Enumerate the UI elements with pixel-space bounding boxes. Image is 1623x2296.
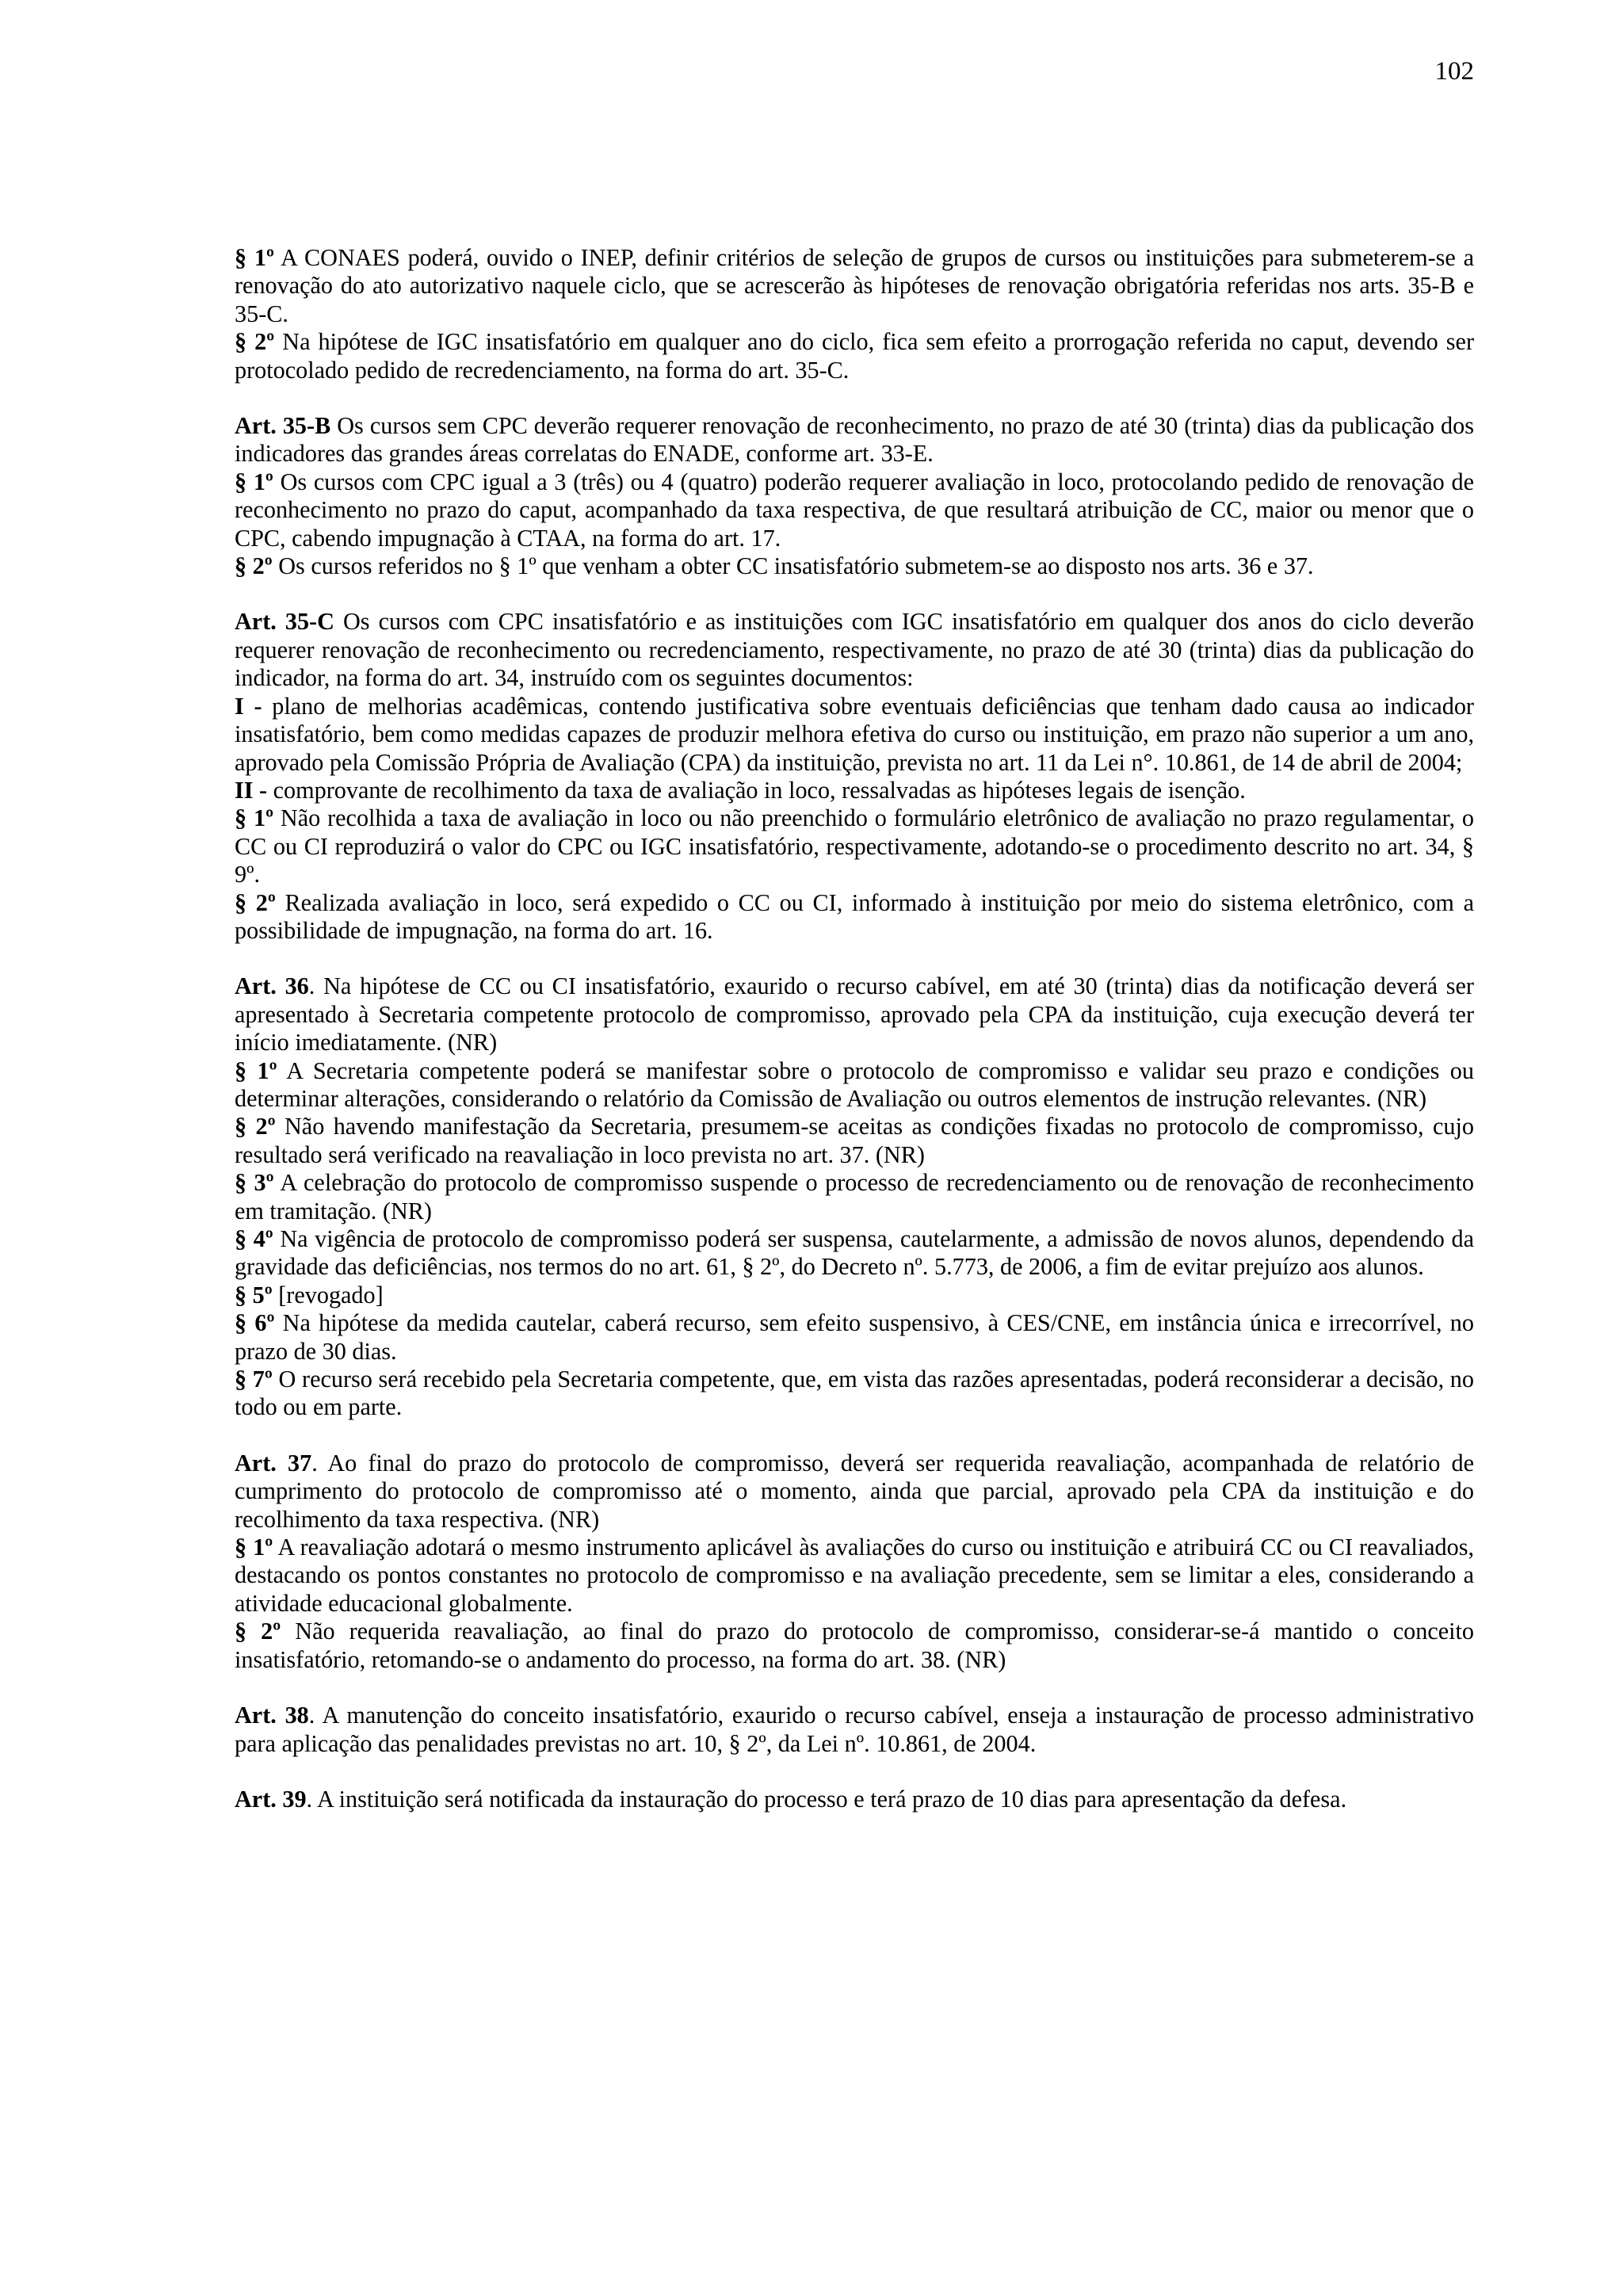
legal-paragraph: [235, 1113, 1474, 1169]
legal-paragraph: [235, 777, 1474, 804]
paragraph-text: A Secretaria competente poderá se manifestar sobre o protocolo de compromisso e validar seu prazo e condições ou determinar alterações, considerando o relatório da Comissão de Avaliação ou outros elementos de instrução relevantes. (NR): [235, 1056, 1474, 1112]
legal-paragraph: [235, 972, 1474, 1056]
paragraph-text: Os cursos referidos no § 1º que venham a obter CC insatisfatório submetem-se ao disposto nos arts. 36 e 37.: [272, 552, 1314, 580]
paragraph-label: Art. 35-C: [235, 608, 334, 636]
legal-paragraph: [235, 1169, 1474, 1225]
legal-paragraph: [235, 804, 1474, 888]
paragraph-label: § 3º: [235, 1169, 274, 1197]
paragraph-text: plano de melhorias acadêmicas, contendo justificativa sobre eventuais deficiências que tenham dado causa ao indicador insatisfatório, bem como medidas capazes de produzir melhora efetiva do curso ou instituição, em prazo não superior a um ano, aprovado pela Comissão Própria de Avaliação (CPA) da instituição, prevista no art. 11 da Lei n°. 10.861, de 14 de abril de 2004;: [235, 692, 1474, 776]
paragraph-label: § 2º: [235, 1618, 281, 1645]
paragraph-text: Na vigência de protocolo de compromisso poderá ser suspensa, cautelarmente, a admissão de novos alunos, dependendo da gravidade das deficiências, nos termos do no art. 61, § 2º, do Decreto nº. 5.773, de 2006, a fim de evitar prejuízo aos alunos.: [235, 1225, 1474, 1281]
paragraph-spacer: [235, 580, 1474, 608]
paragraph-text: Não havendo manifestação da Secretaria, presumem-se aceitas as condições fixadas no protocolo de compromisso, cujo resultado será verificado na reavaliação in loco prevista no art. 37. (NR): [235, 1113, 1474, 1168]
paragraph-label: Art. 37: [235, 1449, 312, 1477]
paragraph-label: II -: [235, 776, 268, 804]
legal-paragraph: [235, 1450, 1474, 1534]
paragraph-text: Não requerida reavaliação, ao final do prazo do protocolo de compromisso, considerar-se-á mantido o conceito insatisfatório, retomando-se o andamento do processo, na forma do art. 38. (NR): [235, 1618, 1474, 1673]
page-number: 102: [1434, 57, 1474, 86]
paragraph-text: O recurso será recebido pela Secretaria competente, que, em vista das razões apresentadas, poderá reconsiderar a decisão, no todo ou em parte.: [235, 1366, 1474, 1421]
paragraph-text: Na hipótese da medida cautelar, caberá recurso, sem efeito suspensivo, à CES/CNE, em instância única e irrecorrível, no prazo de 30 dias.: [235, 1309, 1474, 1365]
legal-paragraph: [235, 244, 1474, 328]
paragraph-label: § 5º: [235, 1281, 273, 1308]
legal-paragraph: [235, 693, 1474, 777]
paragraph-label: § 6º: [235, 1309, 275, 1337]
legal-paragraph: [235, 889, 1474, 946]
paragraph-text: Na hipótese de IGC insatisfatório em qualquer ano do ciclo, fica sem efeito a prorrogação referida no caput, devendo ser protocolado pedido de recredenciamento, na forma do art. 35-C.: [235, 328, 1474, 384]
paragraph-label: § 1º: [235, 1534, 273, 1561]
legal-paragraph: [235, 328, 1474, 384]
legal-paragraph: [235, 1282, 1474, 1309]
paragraph-label: § 1º: [235, 1056, 277, 1084]
paragraph-text: . Na hipótese de CC ou CI insatisfatório, exaurido o recurso cabível, em até 30 (trinta) dias da notificação deverá ser apresentado à Secretaria competente protocolo de compromisso, aprovado pela CPA da instituição, cuja execução deverá ter início imediatamente. (NR): [235, 972, 1474, 1056]
paragraph-label: Art. 39: [235, 1785, 307, 1813]
paragraph-label: § 2º: [235, 328, 275, 356]
paragraph-label: § 2º: [235, 552, 273, 580]
paragraph-text: Os cursos com CPC insatisfatório e as instituições com IGC insatisfatório em qualquer dos anos do ciclo deverão requerer renovação de reconhecimento ou recredenciamento, respectivamente, no prazo de até 30 (trinta) dias da publicação do indicador, na forma do art. 34, instruído com os seguintes documentos:: [235, 608, 1475, 692]
paragraph-text: Realizada avaliação in loco, será expedido o CC ou CI, informado à instituição por meio do sistema eletrônico, com a possibilidade de impugnação, na forma do art. 16.: [235, 888, 1474, 944]
paragraph-text: [revogado]: [272, 1281, 384, 1308]
paragraph-spacer: [235, 1758, 1474, 1786]
paragraph-text: Os cursos sem CPC deverão requerer renovação de reconhecimento, no prazo de até 30 (trinta) dias da publicação dos indicadores das grandes áreas correlatas do ENADE, conforme art. 33-E.: [235, 412, 1474, 468]
paragraph-label: § 1º: [235, 468, 273, 495]
paragraph-label: § 2º: [235, 888, 276, 916]
legal-paragraph: [235, 412, 1474, 468]
paragraph-label: I -: [235, 692, 262, 720]
paragraph-text: A reavaliação adotará o mesmo instrumento aplicável às avaliações do curso ou instituição e atribuirá CC ou CI reavaliados, destacando os pontos constantes no protocolo de compromisso e na avaliação precedente, sem se limitar a eles, considerando a atividade educacional globalmente.: [235, 1534, 1474, 1617]
paragraph-label: § 1º: [235, 244, 274, 271]
paragraph-text: . A manutenção do conceito insatisfatório, exaurido o recurso cabível, enseja a instauração de processo administrativo para aplicação das penalidades previstas no art. 10, § 2º, da Lei nº. 10.861, de 2004.: [235, 1702, 1474, 1757]
paragraph-spacer: [235, 1674, 1474, 1702]
paragraph-label: § 2º: [235, 1113, 276, 1140]
paragraph-text: Os cursos com CPC igual a 3 (três) ou 4 (quatro) poderão requerer avaliação in loco, protocolando pedido de renovação de reconhecimento no prazo do caput, acompanhado da taxa respectiva, de que resultará atribuição de CC, maior ou menor que o CPC, cabendo impugnação à CTAA, na forma do art. 17.: [235, 468, 1474, 552]
legal-paragraph: [235, 1057, 1474, 1114]
paragraph-spacer: [235, 384, 1474, 412]
legal-paragraph: [235, 1786, 1474, 1813]
legal-paragraph: [235, 608, 1474, 692]
paragraph-text: . Ao final do prazo do protocolo de compromisso, deverá ser requerida reavaliação, acompanhada de relatório de cumprimento do protocolo de compromisso até o momento, ainda que parcial, aprovado pela CPA da instituição e do recolhimento da taxa respectiva. (NR): [235, 1449, 1474, 1533]
paragraph-text: A CONAES poderá, ouvido o INEP, definir critérios de seleção de grupos de cursos ou instituições para submeterem-se a renovação do ato autorizativo naquele ciclo, que se acrescerão às hipóteses de renovação obrigatória referidas nos arts. 35-B e 35-C.: [235, 244, 1474, 327]
paragraph-text: Não recolhida a taxa de avaliação in loco ou não preenchido o formulário eletrônico de avaliação no prazo regulamentar, o CC ou CI reproduzirá o valor do CPC ou IGC insatisfatório, respectivamente, adotando-se o procedimento descrito no art. 34, § 9º.: [235, 804, 1474, 888]
legal-paragraph: [235, 1702, 1474, 1758]
paragraph-spacer: [235, 945, 1474, 972]
paragraph-label: Art. 36: [235, 972, 309, 1000]
legal-paragraph: [235, 1366, 1474, 1422]
legal-paragraph: [235, 468, 1474, 552]
paragraph-text: . A instituição será notificada da instauração do processo e terá prazo de 10 dias para apresentação da defesa.: [306, 1785, 1347, 1813]
paragraph-text: comprovante de recolhimento da taxa de avaliação in loco, ressalvadas as hipóteses legais de isenção.: [267, 776, 1246, 804]
paragraph-label: Art. 35-B: [235, 412, 331, 440]
paragraph-label: Art. 38: [235, 1702, 309, 1729]
legal-paragraph: [235, 552, 1474, 580]
paragraph-label: § 4º: [235, 1225, 273, 1252]
paragraph-label: § 1º: [235, 804, 274, 832]
paragraph-text: A celebração do protocolo de compromisso suspende o processo de recredenciamento ou de renovação de reconhecimento em tramitação. (NR): [235, 1169, 1474, 1224]
document-body: [235, 244, 1474, 1813]
legal-paragraph: [235, 1309, 1474, 1366]
legal-paragraph: [235, 1225, 1474, 1282]
paragraph-label: § 7º: [235, 1366, 273, 1393]
legal-paragraph: [235, 1618, 1474, 1674]
legal-paragraph: [235, 1534, 1474, 1618]
paragraph-spacer: [235, 1422, 1474, 1450]
